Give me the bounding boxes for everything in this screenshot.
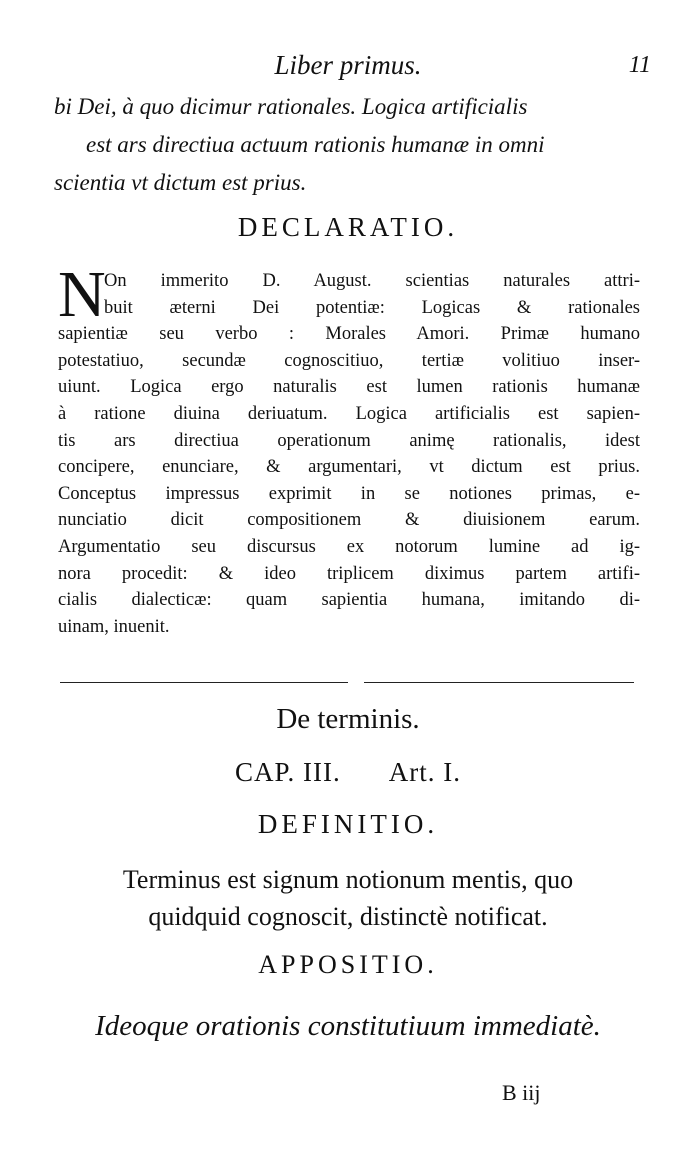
running-title: Liber primus. bbox=[274, 50, 422, 80]
section-rule-left bbox=[60, 682, 348, 683]
body-line: On immerito D. August. scientias naturales attri- bbox=[104, 271, 640, 291]
definition-line: Terminus est signum notionum mentis, quo bbox=[122, 865, 574, 894]
running-head bbox=[0, 50, 696, 90]
page-number: 11 bbox=[628, 52, 651, 78]
signature-mark: B iij bbox=[502, 1080, 541, 1105]
intro-line: bi Dei, à quo dicimur rationales. Logica artificialis bbox=[54, 94, 528, 119]
chapter-label: CAP. III. bbox=[234, 757, 341, 787]
definition-text bbox=[0, 861, 696, 935]
body-line: uinam, inuenit. bbox=[58, 616, 170, 637]
appositio-text: Ideoque orationis constitutiuum immediatè. bbox=[95, 1010, 601, 1042]
body-line: uiunt. Logica ergo naturalis est lumen rationis humanæ bbox=[58, 377, 640, 398]
body-line: cialis dialecticæ: quam sapientia humana, imitando di- bbox=[58, 590, 640, 611]
declaratio-body bbox=[58, 258, 640, 640]
body-line: Argumentatio seu discursus ex notorum lumine ad ig- bbox=[58, 536, 640, 557]
body-line: Conceptus impressus exprimit in se notiones primas, e- bbox=[58, 483, 640, 504]
body-line: à ratione diuina deriuatum. Logica artificialis est sapien- bbox=[58, 403, 640, 424]
body-line: buit æterni Dei potentiæ: Logicas & rationales bbox=[104, 297, 640, 318]
body-line: concipere, enunciare, & argumentari, vt dictum est prius. bbox=[58, 457, 640, 478]
drop-cap: N bbox=[58, 258, 106, 331]
chapter-line bbox=[0, 757, 696, 788]
body-line: tis ars directiua operationum animę rationalis, idest bbox=[58, 430, 640, 451]
intro-line: est ars directiua actuum rationis humanæ in omni bbox=[86, 132, 545, 157]
definitio-heading: DEFINITIO. bbox=[257, 809, 439, 839]
section-rule-right bbox=[364, 682, 634, 683]
declaratio-heading: DECLARATIO. bbox=[237, 212, 459, 242]
article-label: Art. I. bbox=[388, 757, 461, 787]
body-line: sapientiæ seu verbo : Morales Amori. Primæ humano bbox=[58, 324, 640, 345]
appositio-heading: APPOSITIO. bbox=[258, 950, 438, 979]
definition-line: quidquid cognoscit, distinctè notificat. bbox=[148, 902, 548, 931]
body-line: nora procedit: & ideo triplicem diximus partem artifi- bbox=[58, 563, 640, 584]
body-line: nunciatio dicit compositionem & diuisionem earum. bbox=[58, 510, 640, 531]
intro-line: scientia vt dictum est prius. bbox=[54, 170, 307, 195]
intro-block bbox=[54, 88, 654, 202]
body-line: potestatiuo, secundæ cognoscitiuo, tertiæ volitiuo inser- bbox=[58, 350, 640, 371]
chapter-title: De terminis. bbox=[276, 703, 420, 735]
